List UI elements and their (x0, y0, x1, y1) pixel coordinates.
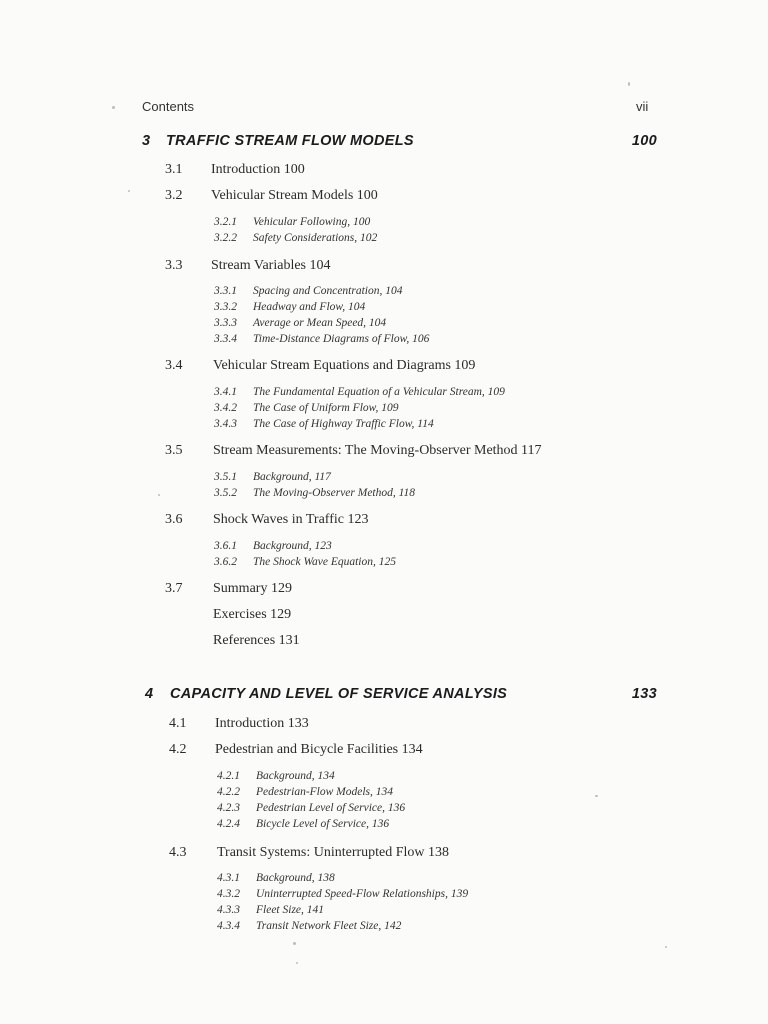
subsection-number: 4.2.1 (217, 770, 240, 782)
section-number: 3.5 (165, 443, 183, 458)
toc-subsection (214, 232, 377, 244)
scan-speck (112, 106, 115, 109)
page-number: vii (636, 99, 649, 114)
subsection-number: 3.5.1 (214, 471, 237, 483)
subsection-title: Average or Mean Speed, 104 (253, 317, 387, 329)
subsection-title: The Shock Wave Equation, 125 (253, 556, 396, 568)
subsection-title: The Case of Highway Traffic Flow, 114 (253, 418, 434, 430)
scan-speck (628, 82, 630, 86)
section-title: Pedestrian and Bicycle Facilities 134 (215, 742, 423, 757)
section-title: Vehicular Stream Models 100 (211, 188, 378, 203)
section-title: Introduction 133 (215, 716, 309, 731)
scan-speck (595, 795, 598, 797)
toc-subsection (217, 770, 335, 782)
toc-subsection (214, 418, 434, 430)
subsection-number: 4.3.1 (217, 872, 240, 884)
subsection-title: Uninterrupted Speed-Flow Relationships, 139 (256, 888, 469, 900)
section-number: 4.2 (169, 742, 187, 757)
subsection-title: Safety Considerations, 102 (253, 232, 378, 244)
subsection-title: Background, 123 (253, 540, 332, 552)
toc-subsection (214, 402, 398, 414)
section-title: Transit Systems: Uninterrupted Flow 138 (217, 845, 450, 860)
subsection-number: 4.3.2 (217, 888, 240, 900)
toc-subsection (214, 540, 332, 552)
subsection-title: Time-Distance Diagrams of Flow, 106 (253, 333, 430, 345)
subsection-number: 3.3.2 (214, 301, 237, 313)
section-number: 3.7 (165, 581, 183, 596)
subsection-title: Bicycle Level of Service, 136 (256, 818, 390, 830)
chapter-page: 100 (631, 133, 657, 149)
subsection-number: 3.5.2 (214, 487, 237, 499)
section-title: Exercises 129 (213, 607, 292, 622)
scan-speck (158, 494, 160, 496)
scan-speck (128, 190, 130, 192)
toc-subsection (217, 872, 335, 884)
subsection-title: The Case of Uniform Flow, 109 (253, 402, 399, 414)
toc-subsection (217, 920, 401, 932)
toc-subsection (217, 818, 389, 830)
toc-subsection (214, 285, 403, 297)
subsection-number: 3.2.2 (214, 232, 237, 244)
subsection-title: Pedestrian Level of Service, 136 (256, 802, 406, 814)
subsection-number: 3.4.1 (214, 386, 237, 398)
subsection-number: 4.2.2 (217, 786, 240, 798)
chapter-number: 4 (145, 686, 154, 702)
scan-speck (665, 946, 667, 948)
toc-subsection (214, 301, 365, 313)
toc-subsection (217, 786, 393, 798)
section-number: 3.4 (165, 358, 183, 373)
subsection-number: 3.6.2 (214, 556, 237, 568)
subsection-title: Pedestrian-Flow Models, 134 (256, 786, 394, 798)
subsection-title: Fleet Size, 141 (256, 904, 325, 916)
subsection-number: 3.4.3 (214, 418, 237, 430)
toc-subsection (214, 556, 396, 568)
subsection-title: Transit Network Fleet Size, 142 (256, 920, 402, 932)
toc-subsection (214, 333, 429, 345)
subsection-number: 3.3.1 (214, 285, 237, 297)
toc-subsection (214, 317, 386, 329)
section-number: 3.2 (165, 188, 183, 203)
chapter-title: TRAFFIC STREAM FLOW MODELS (166, 133, 414, 149)
subsection-number: 3.4.2 (214, 402, 237, 414)
section-title: Introduction 100 (211, 162, 305, 177)
section-title: Vehicular Stream Equations and Diagrams 109 (213, 358, 476, 373)
chapter-number: 3 (142, 133, 151, 149)
scan-speck (296, 962, 298, 964)
chapter-title: CAPACITY AND LEVEL OF SERVICE ANALYSIS (170, 686, 508, 702)
subsection-title: Background, 138 (256, 872, 335, 884)
toc-subsection (214, 386, 505, 398)
subsection-number: 3.3.3 (214, 317, 237, 329)
section-number: 3.1 (165, 162, 183, 177)
subsection-title: Headway and Flow, 104 (253, 301, 366, 313)
subsection-number: 3.6.1 (214, 540, 237, 552)
section-number: 3.3 (165, 258, 183, 273)
section-number: 4.1 (169, 716, 187, 731)
subsection-number: 4.3.4 (217, 920, 240, 932)
subsection-number: 3.3.4 (214, 333, 237, 345)
toc-subsection (214, 487, 415, 499)
toc-subsection (217, 888, 468, 900)
section-title: Shock Waves in Traffic 123 (213, 512, 369, 527)
subsection-title: The Moving-Observer Method, 118 (253, 487, 416, 499)
toc-subsection (217, 802, 405, 814)
section-title: Stream Measurements: The Moving-Observer Method 117 (213, 443, 542, 458)
scan-speck (293, 942, 296, 945)
section-number: 4.3 (169, 845, 187, 860)
section-title: Stream Variables 104 (211, 258, 331, 273)
toc-subsection (214, 216, 370, 228)
subsection-number: 3.2.1 (214, 216, 237, 228)
chapter-page: 133 (631, 686, 657, 702)
section-number: 3.6 (165, 512, 183, 527)
section-title: Summary 129 (213, 581, 292, 596)
subsection-title: The Fundamental Equation of a Vehicular Stream, 109 (253, 386, 505, 398)
running-header-title: Contents (142, 99, 195, 114)
section-title: References 131 (213, 633, 300, 648)
subsection-title: Spacing and Concentration, 104 (253, 285, 403, 297)
toc-subsection (214, 471, 331, 483)
subsection-number: 4.2.4 (217, 818, 240, 830)
subsection-number: 4.3.3 (217, 904, 240, 916)
subsection-title: Background, 117 (253, 471, 331, 483)
toc-subsection (217, 904, 324, 916)
subsection-title: Vehicular Following, 100 (253, 216, 371, 228)
subsection-title: Background, 134 (256, 770, 335, 782)
subsection-number: 4.2.3 (217, 802, 240, 814)
